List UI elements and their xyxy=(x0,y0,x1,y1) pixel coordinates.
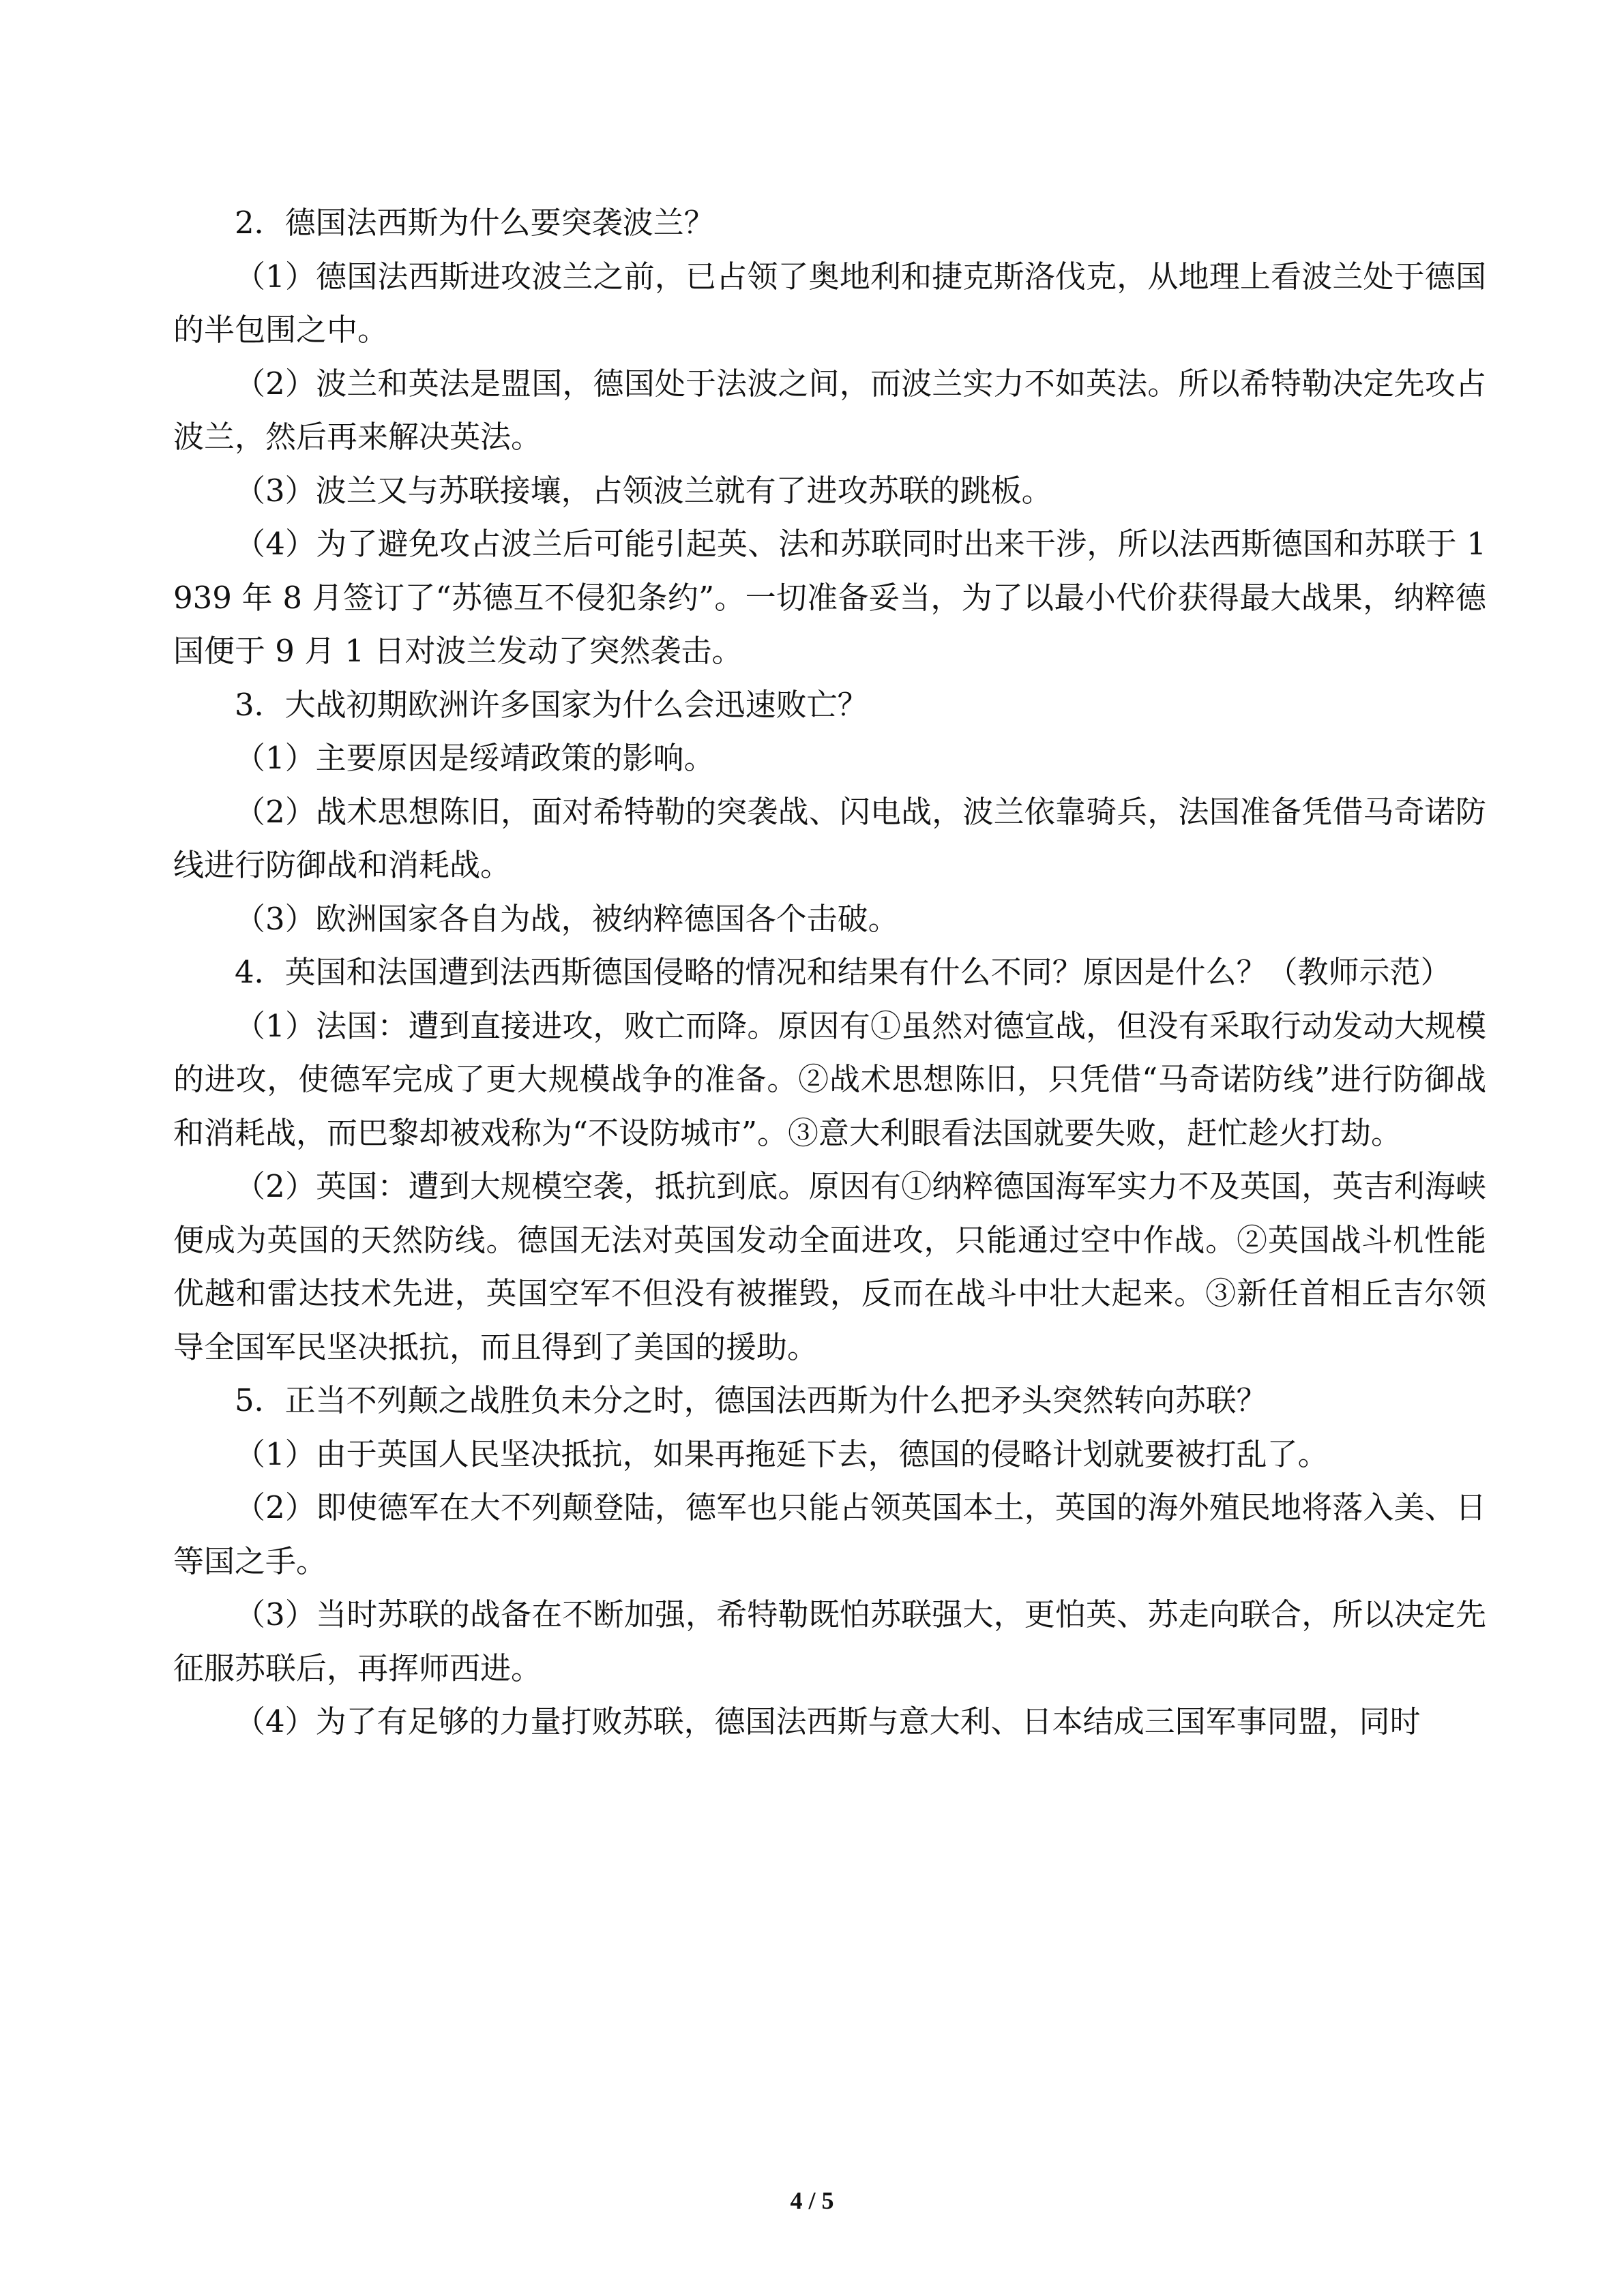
answer-paragraph: （2）波兰和英法是盟国，德国处于法波之间，而波兰实力不如英法。所以希特勒决定先攻占波兰，然后再来解决英法。 xyxy=(173,365,1486,455)
page-number: 4 / 5 xyxy=(790,2187,834,2214)
answer-paragraph: （2）英国：遭到大规模空袭，抵抗到底。原因有①纳粹德国海军实力不及英国，英吉利海峡便成为英国的天然防线。德国无法对英国发动全面进攻，只能通过空中作战。②英国战斗机性能优越和雷达技术先进，英国空军不但没有被摧毁，反而在战斗中壮大起来。③新任首相丘吉尔领导全国军民坚决抵抗，而且得到了美国的援助。 xyxy=(173,1168,1486,1365)
answer-paragraph: （4）为了避免攻占波兰后可能引起英、法和苏联同时出来干涉，所以法西斯德国和苏联于 1939 年 8 月签订了“苏德互不侵犯条约”。一切准备妥当，为了以最小代价获得最大战果，纳粹德国便于 9 月 1 日对波兰发动了突然袭击。 xyxy=(173,526,1486,669)
answer-paragraph: （3）当时苏联的战备在不断加强，希特勒既怕苏联强大，更怕英、苏走向联合，所以决定先征服苏联后，再挥师西进。 xyxy=(173,1596,1486,1686)
answer-paragraph: （4）为了有足够的力量打败苏联，德国法西斯与意大利、日本结成三国军事同盟，同时 xyxy=(235,1703,1421,1740)
answer-paragraph: （3）欧洲国家各自为战，被纳粹德国各个击破。 xyxy=(235,900,899,937)
answer-paragraph: （1）德国法西斯进攻波兰之前，已占领了奥地利和捷克斯洛伐克，从地理上看波兰处于德国的半包围之中。 xyxy=(173,258,1486,348)
question-heading: 4．英国和法国遭到法西斯德国侵略的情况和结果有什么不同？原因是什么？（教师示范） xyxy=(235,954,1451,990)
answer-paragraph: （3）波兰又与苏联接壤，占领波兰就有了进攻苏联的跳板。 xyxy=(235,472,1052,509)
question-heading: 5．正当不列颠之战胜负未分之时，德国法西斯为什么把矛头突然转向苏联？ xyxy=(235,1382,1267,1418)
answer-paragraph: （1）主要原因是绥靖政策的影响。 xyxy=(235,740,715,776)
answer-paragraph: （2）即使德军在大不列颠登陆，德军也只能占领英国本土，英国的海外殖民地将落入美、日等国之手。 xyxy=(173,1489,1486,1579)
answer-paragraph: （1）法国：遭到直接进攻，败亡而降。原因有①虽然对德宣战，但没有采取行动发动大规模的进攻，使德军完成了更大规模战争的准备。②战术思想陈旧，只凭借“马奇诺防线”进行防御战和消耗战，而巴黎却被戏称为“不设防城市”。③意大利眼看法国就要失败，赶忙趁火打劫。 xyxy=(173,1007,1486,1151)
question-heading: 2．德国法西斯为什么要突袭波兰？ xyxy=(235,205,715,241)
answer-paragraph: （1）由于英国人民坚决抵抗，如果再拖延下去，德国的侵略计划就要被打乱了。 xyxy=(235,1435,1329,1472)
document-body xyxy=(173,196,1486,1749)
question-heading: 3．大战初期欧洲许多国家为什么会迅速败亡？ xyxy=(235,686,868,723)
answer-paragraph: （2）战术思想陈旧，面对希特勒的突袭战、闪电战，波兰依靠骑兵，法国准备凭借马奇诺防线进行防御战和消耗战。 xyxy=(173,793,1486,883)
